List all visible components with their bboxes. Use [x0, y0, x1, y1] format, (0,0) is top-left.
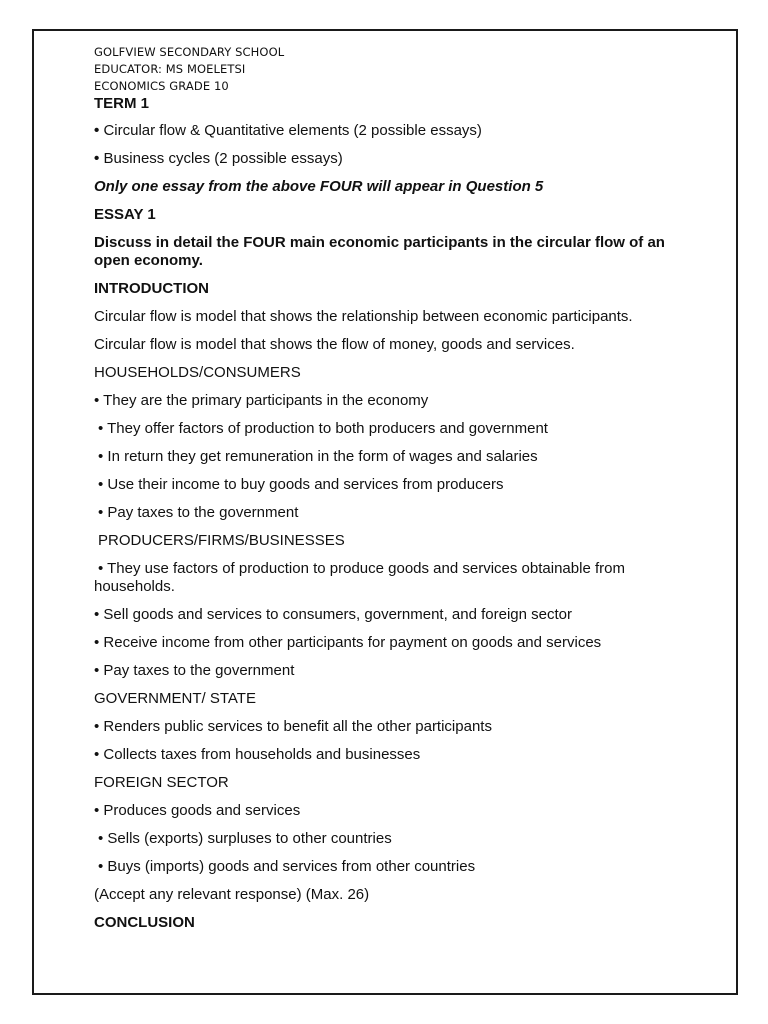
- bullet-icon: •: [94, 150, 100, 167]
- foreign-sector-point: • Produces goods and services: [94, 802, 301, 819]
- government-point: • Collects taxes from households and businesses: [94, 746, 421, 763]
- households-point: • They offer factors of production to both producers and government: [98, 420, 548, 437]
- producers-point: [94, 560, 694, 596]
- term-heading: TERM 1: [94, 95, 150, 112]
- introduction-heading: INTRODUCTION: [94, 280, 209, 297]
- households-heading: HOUSEHOLDS/CONSUMERS: [94, 364, 301, 381]
- marks-note: (Accept any relevant response) (Max. 26): [94, 886, 370, 903]
- page-frame: [32, 29, 738, 995]
- government-heading: GOVERNMENT/ STATE: [94, 690, 256, 707]
- topic-item: [94, 122, 694, 140]
- households-point: • Use their income to buy goods and services from producers: [98, 476, 504, 493]
- subject-grade: ECONOMICS GRADE 10: [94, 79, 229, 93]
- households-point: • They are the primary participants in the economy: [94, 392, 429, 409]
- topic-text: Business cycles (2 possible essays): [103, 150, 343, 167]
- foreign-sector-heading: FOREIGN SECTOR: [94, 774, 229, 791]
- producers-point: • Receive income from other participants for payment on goods and services: [94, 634, 602, 651]
- producers-point: • Pay taxes to the government: [94, 662, 295, 679]
- essay-question: Discuss in detail the FOUR main economic participants in the circular flow of an open economy.: [94, 234, 665, 269]
- producers-heading: PRODUCERS/FIRMS/BUSINESSES: [98, 532, 345, 549]
- government-point: • Renders public services to benefit all the other participants: [94, 718, 492, 735]
- producers-point-text: • They use factors of production to produce goods and services obtainable from households.: [94, 560, 625, 595]
- school-name: GOLFVIEW SECONDARY SCHOOL: [94, 45, 285, 59]
- foreign-sector-point: • Sells (exports) surpluses to other countries: [98, 830, 392, 847]
- bullet-icon: •: [94, 122, 100, 139]
- households-point: • In return they get remuneration in the form of wages and salaries: [98, 448, 538, 465]
- topic-text: Circular flow & Quantitative elements (2 possible essays): [103, 122, 482, 139]
- intro-line: Circular flow is model that shows the flow of money, goods and services.: [94, 336, 575, 353]
- households-point: • Pay taxes to the government: [98, 504, 299, 521]
- topic-item: [94, 150, 694, 168]
- foreign-sector-point: • Buys (imports) goods and services from other countries: [98, 858, 476, 875]
- intro-line: Circular flow is model that shows the relationship between economic participants.: [94, 308, 633, 325]
- conclusion-heading: CONCLUSION: [94, 914, 195, 931]
- exam-note: Only one essay from the above FOUR will appear in Question 5: [94, 178, 544, 195]
- producers-point: • Sell goods and services to consumers, government, and foreign sector: [94, 606, 573, 623]
- educator-name: EDUCATOR: MS MOELETSI: [94, 62, 246, 76]
- essay-heading: ESSAY 1: [94, 206, 156, 223]
- document-body: [94, 44, 694, 932]
